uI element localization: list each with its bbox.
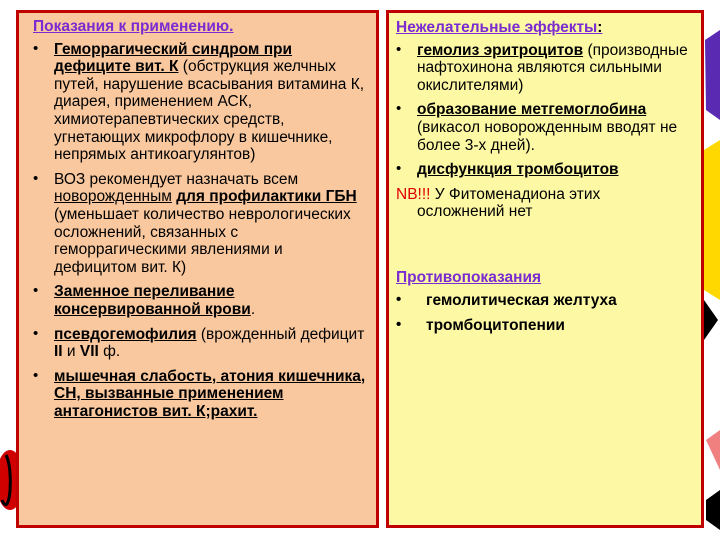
list-item: • Заменное переливание консервированной крови. <box>33 282 256 318</box>
side-effects-heading: Нежелательные эффекты: <box>396 19 603 36</box>
nb-note: NB!!! У Фитоменадиона этих осложнений нет <box>396 185 601 221</box>
list-item: • дисфункция тромбоцитов <box>396 160 619 179</box>
bullet-icon: • <box>33 324 39 342</box>
bullet-icon: • <box>396 316 402 334</box>
list-item: • гемолиз эритроцитов (производные нафтохинона являются сильными окислителями) <box>396 40 688 94</box>
list-item: • псевдогемофилия (врожденный дефицит II и VII ф. <box>33 324 365 361</box>
indications-panel <box>16 10 379 528</box>
list-item: • Геморрагический синдром при дефиците вит. К (обструкция желчных путей, нарушение всасывания витамина К, диарея, применением АСК, химиотерапевтических средств, угнетающих микрофлору в кишечнике, непрямых антикоагулянтов) <box>33 39 365 164</box>
list-item: • ВОЗ рекомендует назначать всем новорожденным для профилактики ГБН (уменьшает количество неврологических осложнений, связанных с геморрагическими явлениями и дефицитом вит. К) <box>33 169 357 276</box>
bullet-icon: • <box>396 100 402 118</box>
list-item: • образование метгемоглобина (викасол новорожденным вводят не более 3-х дней). <box>396 100 678 154</box>
bullet-icon: • <box>396 290 402 308</box>
list-item: • гемолитическая желтуха <box>396 290 617 309</box>
bullet-icon: • <box>33 39 39 57</box>
bullet-icon: • <box>396 160 402 178</box>
bullet-icon: • <box>33 169 39 187</box>
list-item: • тромбоцитопении <box>396 316 565 335</box>
side-effects-panel <box>386 10 704 528</box>
bullet-icon: • <box>33 282 39 300</box>
list-item: • мышечная слабость, атония кишечника, СН, вызванные применением антагонистов вит. К;рахит. <box>33 366 366 420</box>
bullet-icon: • <box>396 40 402 58</box>
contraindications-heading: Противопоказания <box>396 268 542 286</box>
bullet-icon: • <box>33 366 39 384</box>
indications-heading: Показания к применению. <box>33 18 234 35</box>
